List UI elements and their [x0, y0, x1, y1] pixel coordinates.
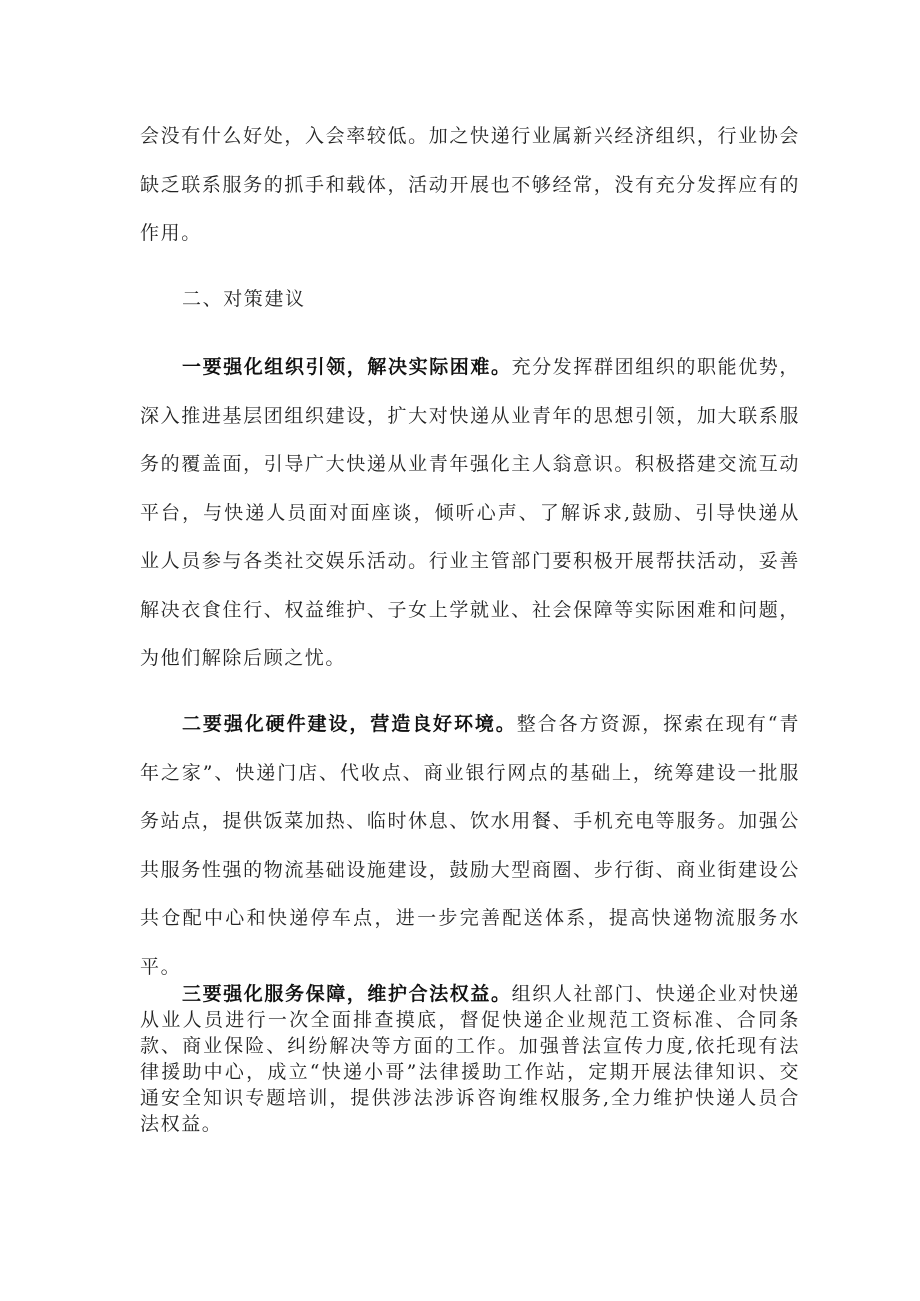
paragraph-lead: 三要强化服务保障，维护合法权益。 [182, 983, 512, 1005]
paragraph-lead: 二要强化硬件建设，营造良好环境。 [182, 713, 517, 735]
paragraph-lead: 一要强化组织引领，解决实际困难。 [182, 356, 512, 378]
paragraph-body: 充分发挥群团组织的职能优势，深入推进基层团组织建设，扩大对快递从业青年的思想引领，加大联系服务的覆盖面，引导广大快递从业青年强化主人翁意识。积极搭建交流互动平台，与快递人员面对面座谈，倾听心声、了解诉求,鼓励、引导快递从业人员参与各类社交娱乐活动。行业主管部门要积极开展帮扶活动，妥善解决衣食住行、权益维护、子女上学就业、社会保障等实际困难和问题，为他们解除后顾之忧。 [140, 356, 801, 669]
paragraph-hardware-construction [140, 700, 800, 991]
paragraph-service-guarantee [140, 981, 800, 1137]
paragraph-organization-guidance [140, 343, 800, 683]
section-heading: 二、对策建议 [182, 288, 306, 310]
paragraph-body: 整合各方资源，探索在现有“青年之家”、快递门店、代收点、商业银行网点的基础上，统筹建设一批服务站点，提供饭菜加热、临时休息、饮水用餐、手机充电等服务。加强公共服务性强的物流基础设施建设，鼓励大型商圈、步行街、商业街建设公共仓配中心和快递停车点，进一步完善配送体系，提高快递物流服务水平。 [140, 713, 800, 978]
paragraph-body: 组织人社部门、快递企业对快递从业人员进行一次全面排查摸底，督促快递企业规范工资标准、合同条款、商业保险、纠纷解决等方面的工作。加强普法宣传力度,依托现有法律援助中心，成立“快递小哥”法律援助工作站，定期开展法律知识、交通安全知识专题培训，提供涉法涉诉咨询维权服务,全力维护快递人员合法权益。 [140, 983, 801, 1135]
intro-paragraph: 会没有什么好处，入会率较低。加之快递行业属新兴经济组织，行业协会缺乏联系服务的抓手和载体，活动开展也不够经常，没有充分发挥应有的作用。 [140, 125, 800, 244]
